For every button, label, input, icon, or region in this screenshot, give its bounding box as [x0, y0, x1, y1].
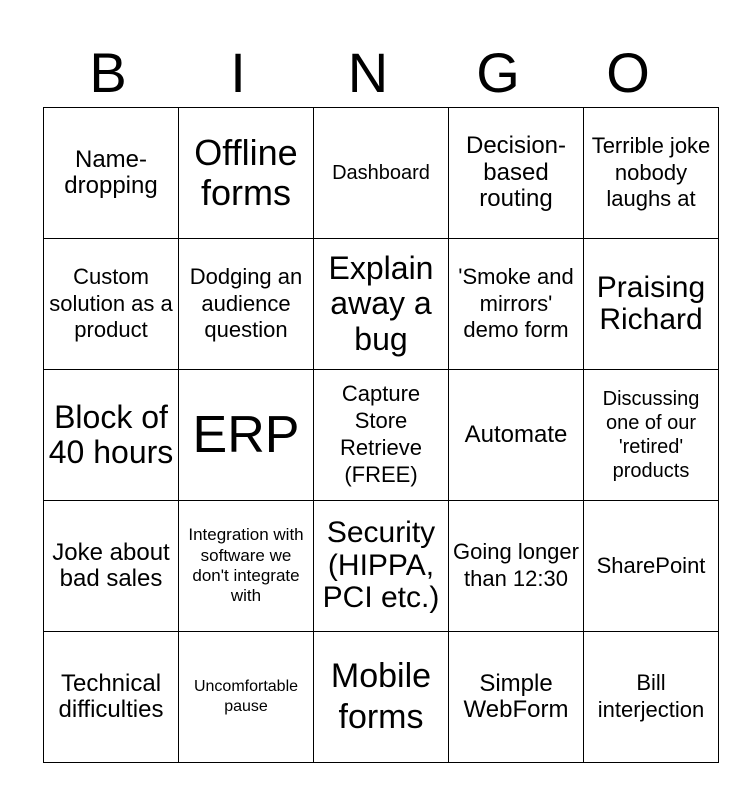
bingo-cell[interactable]: Automate: [449, 370, 584, 501]
bingo-cell[interactable]: Integration with software we don't integrate with: [179, 501, 314, 632]
board-row: [44, 108, 719, 239]
bingo-cell[interactable]: Simple WebForm: [449, 632, 584, 763]
header-letter-o: O: [606, 41, 650, 104]
bingo-cell[interactable]: Going longer than 12:30: [449, 501, 584, 632]
bingo-cell[interactable]: Name-dropping: [44, 108, 179, 239]
bingo-cell[interactable]: Decision-based routing: [449, 108, 584, 239]
header-letter-n: N: [347, 41, 389, 104]
bingo-cell[interactable]: ERP: [179, 370, 314, 501]
bingo-cell[interactable]: Terrible joke nobody laughs at: [584, 108, 719, 239]
board-row: [44, 501, 719, 632]
board-row: [44, 239, 719, 370]
bingo-board: [43, 107, 719, 763]
bingo-cell[interactable]: Block of 40 hours: [44, 370, 179, 501]
bingo-cell[interactable]: Technical difficulties: [44, 632, 179, 763]
bingo-cell[interactable]: Capture Store Retrieve (FREE): [314, 370, 449, 501]
bingo-cell[interactable]: Bill interjection: [584, 632, 719, 763]
bingo-cell[interactable]: Praising Richard: [584, 239, 719, 370]
bingo-cell[interactable]: Discussing one of our 'retired' products: [584, 370, 719, 501]
bingo-header: [43, 38, 693, 108]
board-row: [44, 370, 719, 501]
header-letter-g: G: [476, 41, 520, 104]
bingo-cell[interactable]: Mobile forms: [314, 632, 449, 763]
bingo-cell[interactable]: Security (HIPPA, PCI etc.): [314, 501, 449, 632]
bingo-cell[interactable]: Dashboard: [314, 108, 449, 239]
bingo-cell[interactable]: Uncomfortable pause: [179, 632, 314, 763]
bingo-cell[interactable]: Dodging an audience question: [179, 239, 314, 370]
board-row: [44, 632, 719, 763]
bingo-cell[interactable]: Custom solution as a product: [44, 239, 179, 370]
bingo-cell[interactable]: 'Smoke and mirrors' demo form: [449, 239, 584, 370]
bingo-cell[interactable]: Joke about bad sales: [44, 501, 179, 632]
bingo-cell[interactable]: SharePoint: [584, 501, 719, 632]
bingo-cell[interactable]: Offline forms: [179, 108, 314, 239]
header-letter-i: I: [230, 41, 246, 104]
header-letter-b: B: [89, 41, 127, 104]
bingo-cell[interactable]: Explain away a bug: [314, 239, 449, 370]
